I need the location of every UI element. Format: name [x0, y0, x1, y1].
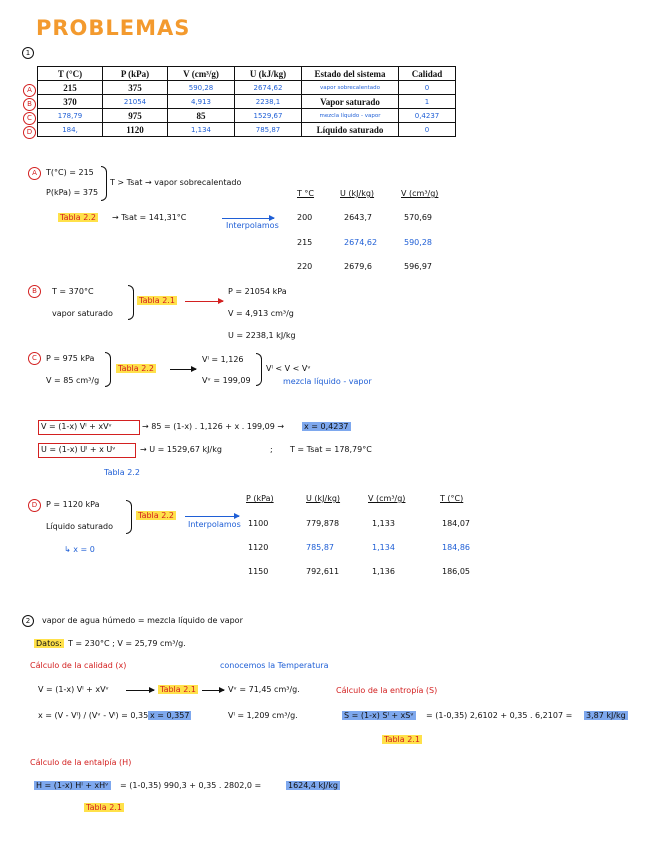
problem-2-datos: T = 230°C ; V = 25,79 cm³/g.: [68, 639, 186, 648]
part-d-pressure: P = 1120 kPa: [46, 500, 100, 509]
part-c-table-ref-2: Tabla 2.2: [104, 468, 140, 477]
vapor-volume: Vᵛ = 71,45 cm³/g.: [228, 685, 300, 694]
cell: 220: [297, 262, 313, 271]
cell: 215: [297, 238, 313, 247]
part-c-volume: V = 85 cm³/g: [46, 376, 100, 385]
part-b-table-ref: Tabla 2.1: [139, 296, 175, 305]
part-c-mixture: mezcla líquido - vapor: [283, 377, 372, 386]
cell-estado: mezcla líquido - vapor: [302, 109, 399, 123]
arrow-icon: [170, 369, 196, 370]
cell-t: 215: [38, 81, 103, 95]
problem-number-1: 1: [22, 47, 34, 59]
part-b-result: V = 4,913 cm³/g: [228, 309, 294, 318]
cell: 1120: [248, 543, 269, 552]
cell-calidad: 0: [399, 81, 456, 95]
cell-calidad: 0,4237: [399, 109, 456, 123]
table-header-row: [38, 67, 456, 81]
cell-p: 975: [103, 109, 168, 123]
arrow-icon: [222, 218, 274, 219]
part-a-tsat: → Tsat = 141,31°C: [112, 213, 187, 222]
part-d-state: Líquido saturado: [46, 522, 114, 531]
cell-estado: vapor sobrecalentado: [302, 81, 399, 95]
brace: [105, 352, 111, 387]
cell: 184,07: [442, 519, 470, 528]
problem-2-intro: vapor de agua húmedo = mezcla líquido de vapor: [42, 616, 243, 625]
quality-title: Cálculo de la calidad (x): [30, 661, 127, 670]
part-b-result: U = 2238,1 kJ/kg: [228, 331, 296, 340]
col-header: V (cm³/g): [401, 189, 439, 198]
part-a-pressure: P(kPa) = 375: [46, 188, 99, 197]
table-row: [38, 81, 456, 95]
cell-calidad: 0: [399, 123, 456, 137]
enthalpy-equation: H = (1-x) Hˡ + xHᵛ: [36, 781, 109, 790]
col-header: V (cm³/g): [368, 494, 406, 503]
arrow-icon: [126, 690, 154, 691]
part-c-tsat: T = Tsat = 178,79°C: [290, 445, 372, 454]
properties-table: [37, 66, 456, 137]
cell-p: 375: [103, 81, 168, 95]
part-a-table-ref: Tabla 2.2: [60, 213, 96, 222]
part-c-eq1: V = (1-x) Vˡ + xVᵛ: [41, 422, 112, 431]
entropy-title: Cálculo de la entropía (S): [336, 686, 438, 695]
cell-v: 1,134: [168, 123, 235, 137]
cell: 2674,62: [344, 238, 378, 247]
header-quality: Calidad: [399, 67, 456, 81]
page-title: PROBLEMAS: [36, 16, 191, 40]
entropy-calc: = (1-0,35) 2,6102 + 0,35 . 6,2107 =: [426, 711, 573, 720]
part-c-eq1-calc: → 85 = (1-x) . 1,126 + x . 199,09 →: [142, 422, 285, 431]
table-row: [38, 123, 456, 137]
cell: 1150: [248, 567, 269, 576]
brace: [256, 353, 262, 386]
part-c-u-result: → U = 1529,67 kJ/kg: [140, 445, 222, 454]
cell: 186,05: [442, 567, 470, 576]
cell-u: 1529,67: [235, 109, 302, 123]
cell-t: 178,79: [38, 109, 103, 123]
cell-estado: Vapor saturado: [302, 95, 399, 109]
part-d-table-ref: Tabla 2.2: [138, 511, 174, 520]
enthalpy-table-ref: Tabla 2.1: [86, 803, 122, 812]
problem-2-datos-label: Datos:: [36, 639, 62, 648]
part-b-label: B: [28, 285, 41, 298]
cell: 200: [297, 213, 313, 222]
part-c-label: C: [28, 352, 41, 365]
part-a-interpolate: Interpolamos: [226, 221, 279, 230]
cell: 792,611: [306, 567, 340, 576]
problem-number-2: 2: [22, 615, 34, 627]
liquid-volume: Vˡ = 1,209 cm³/g.: [228, 711, 298, 720]
header-temperature: T (°C): [38, 67, 103, 81]
part-c-compare: Vˡ < V < Vᵛ: [266, 364, 311, 373]
entropy-result: 3,87 kJ/kg: [586, 711, 626, 720]
brace: [126, 500, 132, 534]
part-d-interpolate: Interpolamos: [188, 520, 241, 529]
part-d-x: ↳ x = 0: [64, 545, 95, 554]
arrow-icon: [185, 301, 223, 302]
header-volume: V (cm³/g): [168, 67, 235, 81]
enthalpy-title: Cálculo de la entalpía (H): [30, 758, 132, 767]
cell: 2643,7: [344, 213, 372, 222]
cell-calidad: 1: [399, 95, 456, 109]
cell-p: 21054: [103, 95, 168, 109]
part-b-temp: T = 370°C: [52, 287, 94, 296]
part-b-state: vapor saturado: [52, 309, 113, 318]
row-label-a: A: [23, 84, 36, 97]
cell: 779,878: [306, 519, 340, 528]
part-d-label: D: [28, 499, 41, 512]
row-label-d: D: [23, 126, 36, 139]
header-internal-energy: U (kJ/kg): [235, 67, 302, 81]
col-header: P (kPa): [246, 494, 274, 503]
cell-t: 184,: [38, 123, 103, 137]
header-state: Estado del sistema: [302, 67, 399, 81]
quality-equation: x = (V - Vˡ) / (Vᵛ - Vˡ) = 0,35: [38, 711, 149, 720]
cell: 1,134: [372, 543, 395, 552]
cell: 590,28: [404, 238, 432, 247]
brace: [128, 285, 134, 320]
col-header: U (kJ/kg): [306, 494, 341, 503]
entropy-equation: S = (1-x) Sˡ + xSᵛ: [344, 711, 414, 720]
known-temp-note: conocemos la Temperatura: [220, 661, 329, 670]
cell-v: 590,28: [168, 81, 235, 95]
table-row: [38, 109, 456, 123]
part-c-eq2: U = (1-x) Uˡ + x Uᵛ: [41, 445, 116, 454]
cell: 570,69: [404, 213, 432, 222]
enthalpy-result: 1624,4 kJ/kg: [288, 781, 338, 790]
quality-table-ref: Tabla 2.1: [160, 685, 196, 694]
cell: 785,87: [306, 543, 334, 552]
arrow-icon: [185, 516, 239, 517]
part-a-temp: T(°C) = 215: [46, 168, 94, 177]
part-c-vl: Vˡ = 1,126: [202, 355, 244, 364]
cell: 1100: [248, 519, 269, 528]
part-c-pressure: P = 975 kPa: [46, 354, 95, 363]
arrow-icon: [202, 690, 224, 691]
header-pressure: P (kPa): [103, 67, 168, 81]
cell-t: 370: [38, 95, 103, 109]
quality-result: x = 0,357: [150, 711, 190, 720]
enthalpy-calc: = (1-0,35) 990,3 + 0,35 . 2802,0 =: [120, 781, 262, 790]
volume-equation: V = (1-x) Vˡ + xVᵛ: [38, 685, 109, 694]
part-a-label: A: [28, 167, 41, 180]
part-c-table-ref: Tabla 2.2: [118, 364, 154, 373]
table-row: [38, 95, 456, 109]
cell-u: 2674,62: [235, 81, 302, 95]
part-a-condition: T > Tsat → vapor sobrecalentado: [110, 178, 242, 187]
cell: 1,133: [372, 519, 395, 528]
cell: 2679,6: [344, 262, 372, 271]
cell-u: 785,87: [235, 123, 302, 137]
cell: 184,86: [442, 543, 470, 552]
part-c-vv: Vᵛ = 199,09: [202, 376, 251, 385]
entropy-table-ref: Tabla 2.1: [384, 735, 420, 744]
col-header: T (°C): [440, 494, 464, 503]
brace: [101, 166, 107, 201]
cell-v: 85: [168, 109, 235, 123]
cell-v: 4,913: [168, 95, 235, 109]
row-label-b: B: [23, 98, 36, 111]
col-header: U (kJ/kg): [340, 189, 375, 198]
cell: 596,97: [404, 262, 432, 271]
part-b-result: P = 21054 kPa: [228, 287, 287, 296]
row-label-c: C: [23, 112, 36, 125]
cell-estado: Líquido saturado: [302, 123, 399, 137]
col-header: T °C: [297, 189, 315, 198]
part-c-x-result: x = 0,4237: [304, 422, 349, 431]
cell: 1,136: [372, 567, 395, 576]
cell-p: 1120: [103, 123, 168, 137]
cell-u: 2238,1: [235, 95, 302, 109]
